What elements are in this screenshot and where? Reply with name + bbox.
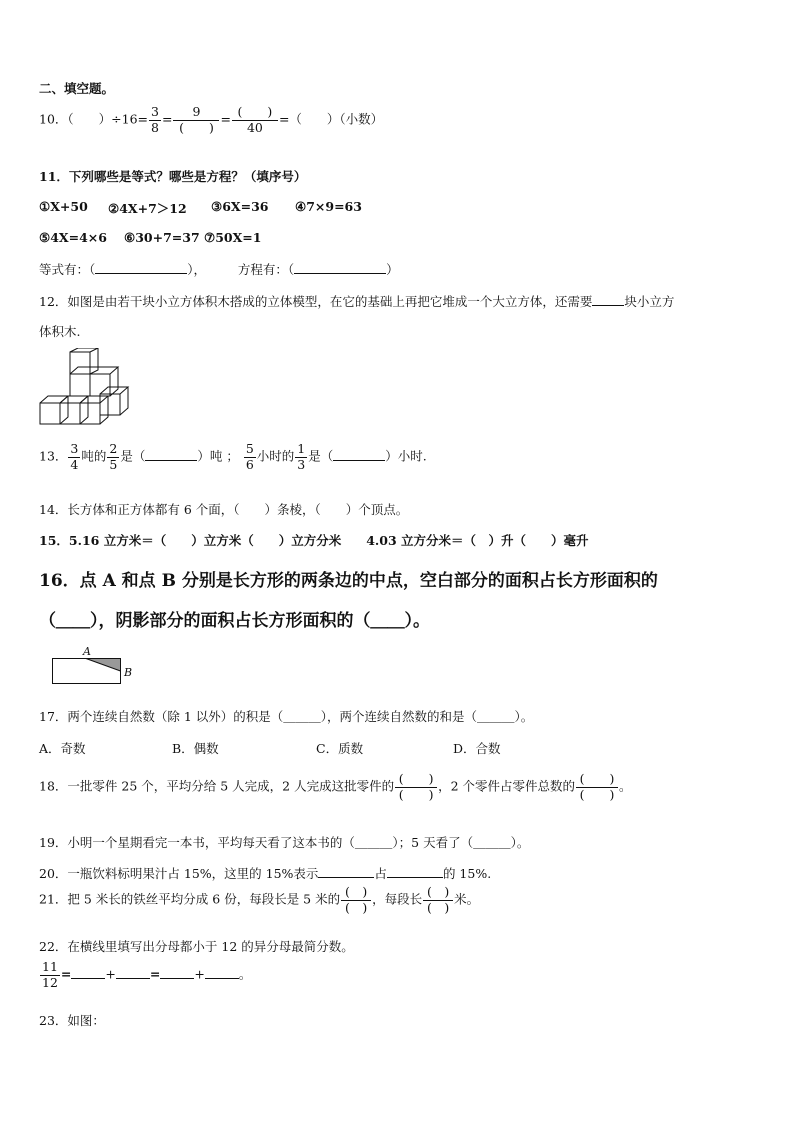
- answer-blank[interactable]: [318, 866, 374, 878]
- q23-text: 23．如图：: [39, 1013, 105, 1028]
- answer-blank[interactable]: [294, 262, 386, 274]
- answer-blank[interactable]: [71, 967, 105, 979]
- q11-equation-label: 等式有：: [39, 262, 90, 277]
- question-21: 21．把 5 米长的铁丝平均分成 6 份，每段长是 5 米的 $\frac{( )}{( )}$ ，每段长 $\frac{( )}{( )}$ 米。: [39, 884, 480, 915]
- q19-text: 19．小明一个星期看完一本书，平均每天看了这本书的（＿＿＿）；5 天看了（＿＿＿）。: [39, 835, 530, 850]
- q22-text: 22．在横线里填写出分母都小于 12 的异分母最简分数。: [39, 939, 354, 954]
- question-10: 10．（ ）÷16= $\frac{3}{8}$ = $\frac{9}{( )}$ = $\frac{( )}{40}$ =（ ）（小数）: [39, 104, 384, 135]
- answer-blank[interactable]: [116, 967, 150, 979]
- q13-fraction-4: $\frac{1}{3}$: [297, 441, 306, 472]
- q11-item: ②4X+7＞12: [108, 201, 187, 216]
- answer-blank[interactable]: [205, 967, 239, 979]
- cube-bottom-row: [40, 387, 128, 424]
- q10-part-a: （ ）÷16=: [67, 111, 149, 127]
- q11-item: ⑤4X=4×6: [39, 230, 107, 245]
- q11-equation2-label: 方程有：: [237, 262, 288, 277]
- q15-text: 15．5.16 立方米＝（ ）立方米（ ）立方分米 4.03 立方分米＝（ ）升（ ）毫升: [39, 533, 589, 548]
- q11-text: 11．下列哪些是等式？哪些是方程？（填序号）: [39, 169, 307, 184]
- q11-item: ④7×9=63: [295, 199, 362, 214]
- q13-fraction-2: $\frac{2}{5}$: [109, 441, 118, 472]
- q10-fraction-3: $\frac{( )}{40}$: [232, 106, 278, 134]
- q16-line-2: （＿＿），阴影部分的面积占长方形面积的（＿＿）。: [39, 611, 430, 631]
- question-20: 20．一瓶饮料标明果汁占 15%，这里的 15%表示 占 的 15%.: [39, 866, 492, 881]
- q13-fraction-3: $\frac{5}{6}$: [245, 441, 254, 472]
- answer-blank[interactable]: [160, 967, 194, 979]
- shaded-region: [86, 659, 121, 672]
- q10-num: 10．: [39, 111, 68, 127]
- question-18: 18．一批零件 25 个，平均分给 5 人完成，2 人完成这批零件的 $\frac{( )}{( )}$ ，2 个零件占零件总数的 $\frac{( )}{( )}$ 。: [39, 771, 632, 802]
- q12-line-2: 体积木.: [39, 324, 81, 339]
- q17-option[interactable]: C．质数: [316, 741, 364, 756]
- q11-item: ⑦50X=1: [204, 230, 262, 245]
- q11-item: ⑥30+7=37: [124, 230, 200, 245]
- q21-fraction-1: $\frac{( )}{( )}$: [341, 886, 371, 914]
- q22-fraction: $\frac{11}{12}$: [42, 959, 58, 990]
- section-title: 二、填空题。: [39, 81, 115, 96]
- label-b: B: [124, 666, 133, 679]
- rectangle-figure: [52, 645, 133, 686]
- answer-blank[interactable]: [95, 262, 187, 274]
- q22-equation: $\frac{11}{12}$ = + = + 。: [42, 959, 252, 990]
- q12-line-1: 12．如图是由若干块小立方体积木搭成的立体模型，在它的基础上再把它堆成一个大立方体，还需要 块小立方: [39, 294, 675, 309]
- q17-option[interactable]: B．偶数: [172, 741, 219, 756]
- cube-second-row: [70, 367, 118, 396]
- cube-model-figure: [38, 348, 142, 428]
- q11-item: ①X+50: [39, 199, 88, 214]
- q11-answer-line: 等式有：（ ）， 方程有：（ ）: [39, 262, 399, 277]
- q18-fraction-1: $\frac{( )}{( )}$: [395, 773, 437, 801]
- q18-fraction-2: $\frac{( )}{( )}$: [576, 773, 618, 801]
- q10-fraction-1: $\frac{3}{8}$: [151, 104, 159, 135]
- answer-blank[interactable]: [592, 294, 624, 306]
- label-a: A: [83, 645, 91, 658]
- answer-blank[interactable]: [333, 449, 385, 461]
- q13-fraction-1: $\frac{3}{4}$: [70, 441, 79, 472]
- q11-item: ③6X=36: [211, 199, 269, 214]
- answer-blank[interactable]: [387, 866, 443, 878]
- q17-option[interactable]: A．奇数: [39, 741, 86, 756]
- q16-line-1: 16．点 A 和点 B 分别是长方形的两条边的中点，空白部分的面积占长方形面积的: [39, 571, 658, 591]
- q10-tail: =（ ）（小数）: [278, 111, 384, 127]
- q14-text: 14．长方体和正方体都有 6 个面，（ ）条棱，（ ）个顶点。: [39, 502, 409, 517]
- q10-fraction-2: $\frac{9}{( )}$: [173, 106, 219, 134]
- q17-option[interactable]: D．合数: [453, 741, 501, 756]
- q21-fraction-2: $\frac{( )}{( )}$: [423, 886, 453, 914]
- answer-blank[interactable]: [145, 449, 197, 461]
- question-13: 13． $\frac{3}{4}$ 吨的 $\frac{2}{5}$ 是（ ）吨 ； $\frac{5}{6}$ 小时的 $\frac{1}{3}$ 是（ ）小时.: [39, 441, 427, 472]
- q17-text: 17．两个连续自然数（除 1 以外）的积是（＿＿＿），两个连续自然数的和是（＿＿＿）。: [39, 709, 534, 724]
